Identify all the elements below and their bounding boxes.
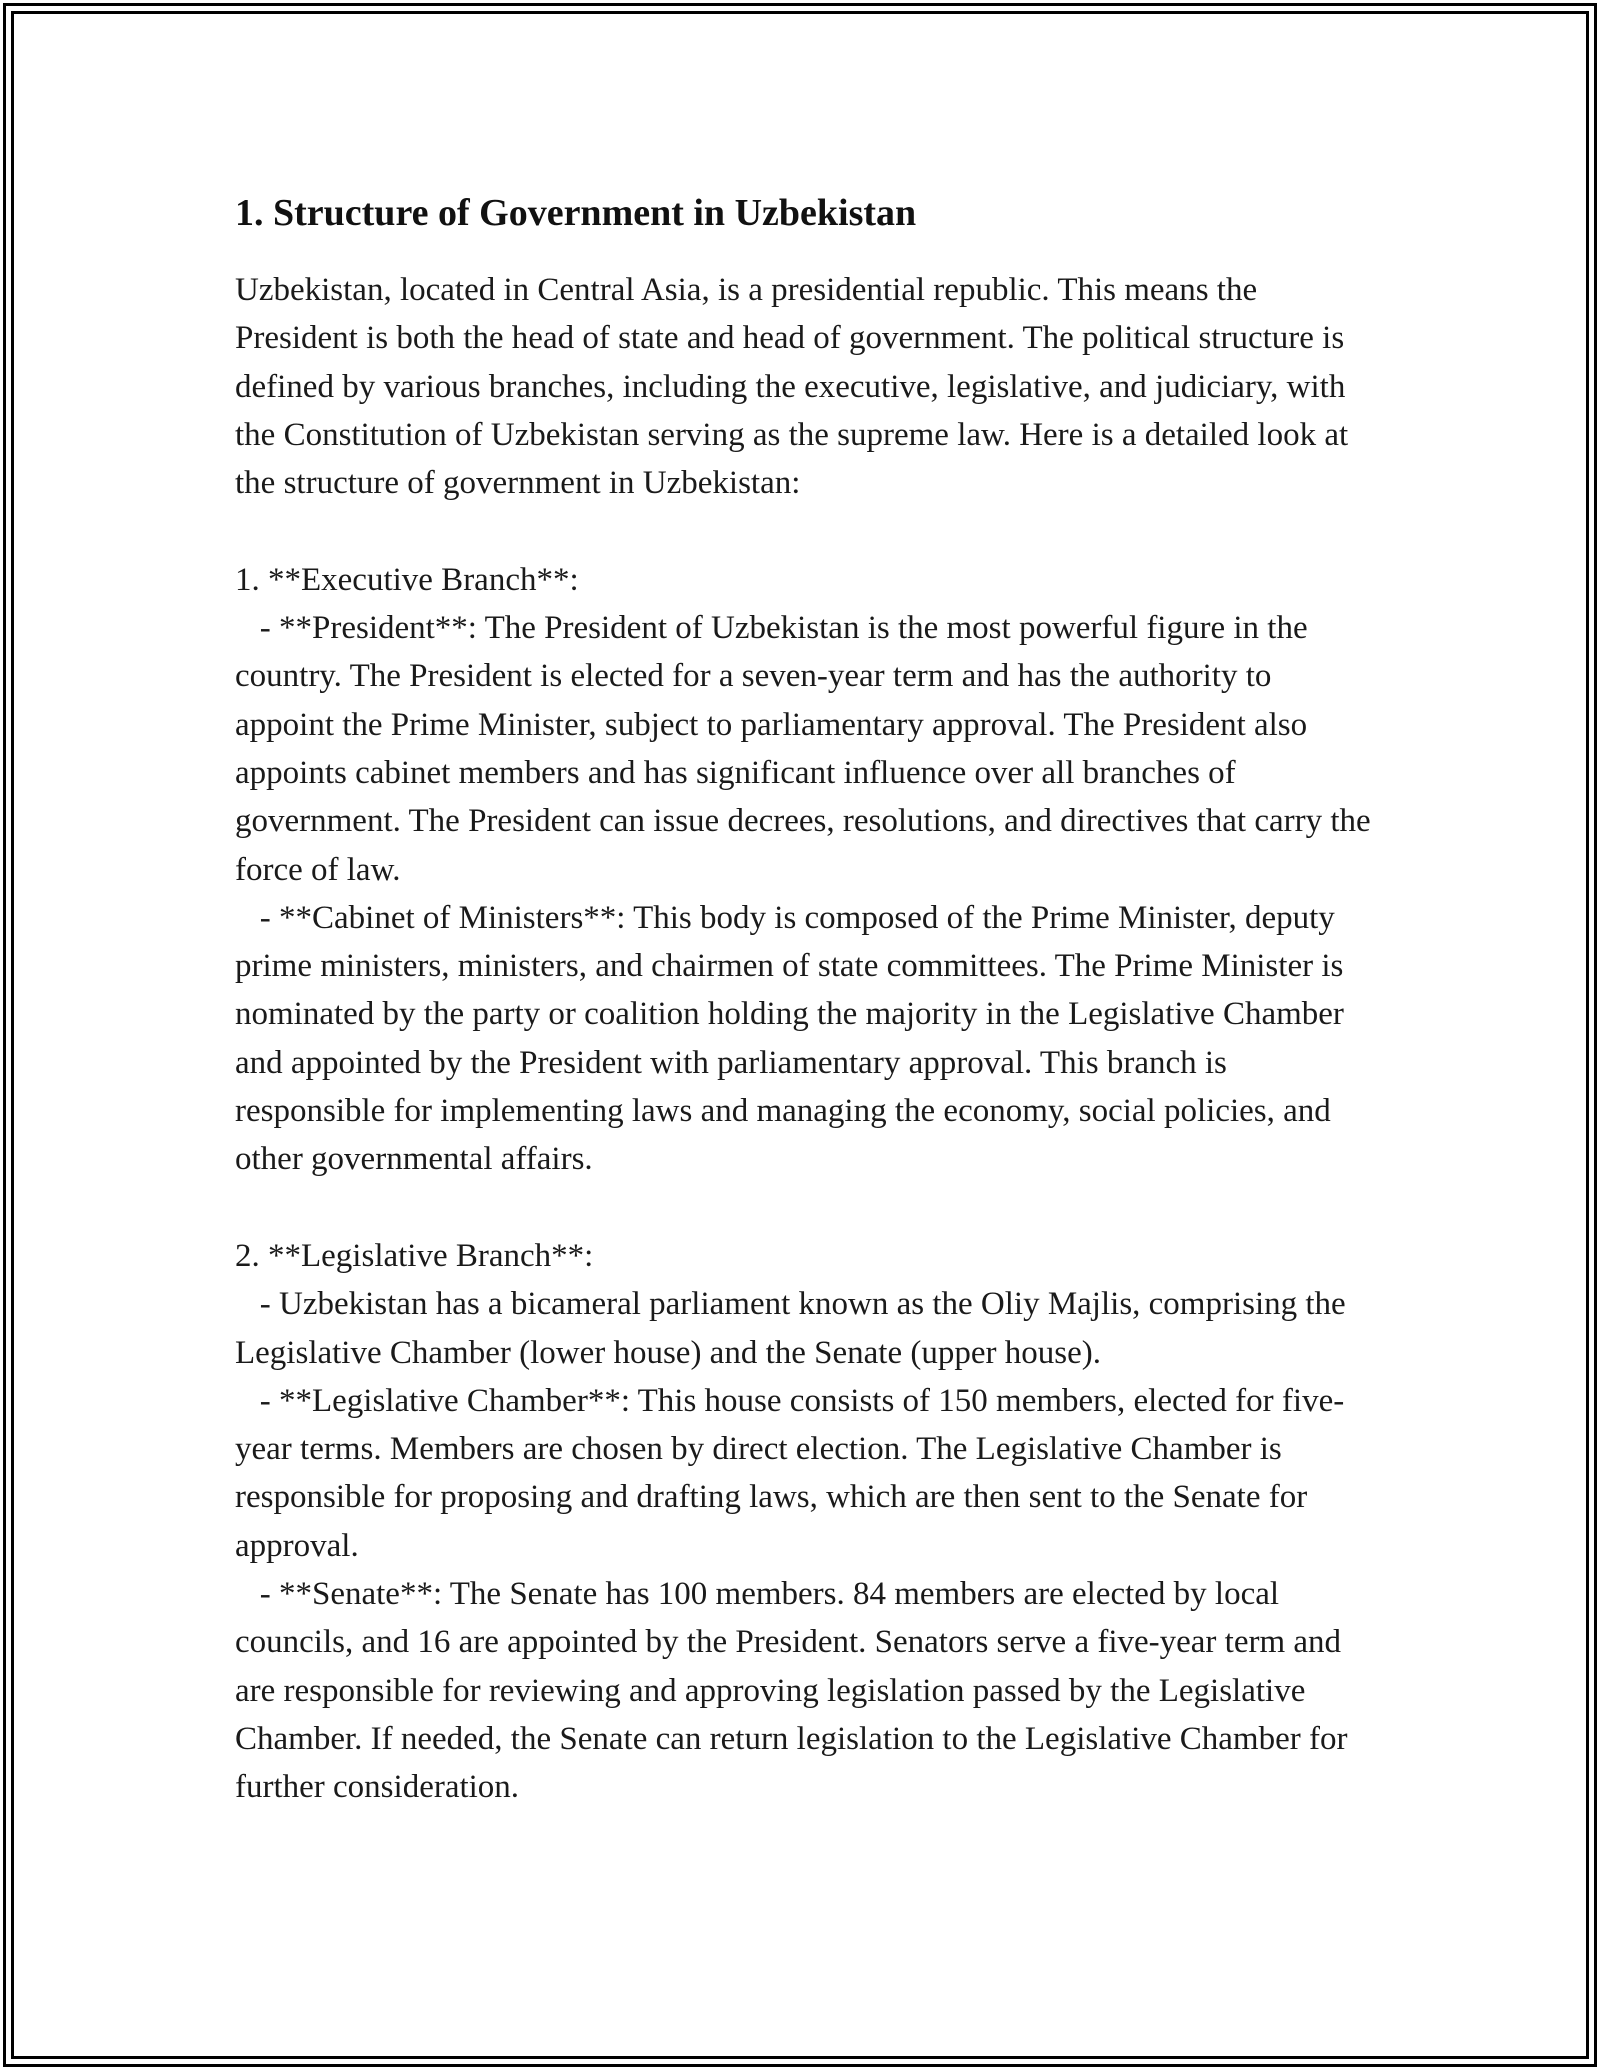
document-body: Uzbekistan, located in Central Asia, is a presidential republic. This means the President is both the head of state and head of government. The political structure is defined by various branches, including the executive, legislative, and judiciary, with the Constitution of Uzbekistan serving as the supreme law. Here is a detailed look at the structure of government in Uzbekistan: 1. **Executive Branch**: - **President**: The President of Uzbekistan is the most powerful figure in the country. The President is elected for a seven-year term and has the authority to appoint the Prime Minister, subject to parliamentary approval. The President also appoints cabinet members and has significant influence over all branches of government. The President can issue decrees, resolutions, and directives that carry the force of law. - **Cabinet of Ministers**: This body is composed of the Prime Minister, deputy prime ministers, ministers, and chairmen of state committees. The Prime Minister is nominated by the party or coalition holding the majority in the Legislative Chamber and appointed by the President with parliamentary approval. This branch is responsible for implementing laws and managing the economy, social policies, and other governmental affairs. 2. **Legislative Branch**: - Uzbekistan has a bicameral parliament known as the Oliy Majlis, comprising the Legislative Chamber (lower house) and the Senate (upper house). - **Legislative Chamber**: This house consists of 150 members, elected for five-year terms. Members are chosen by direct election. The Legislative Chamber is responsible for proposing and drafting laws, which are then sent to the Senate for approval. - **Senate**: The Senate has 100 members. 84 members are elected by local councils, and 16 are appointed by the President. Senators serve a five-year term and are responsible for reviewing and approving legislation passed by the Legislative Chamber. If needed, the Senate can return legislation to the Legislative Chamber for further consideration. [235, 272, 1371, 1806]
document-content [235, 186, 1375, 1812]
document-title: 1. Structure of Government in Uzbekistan [235, 192, 917, 234]
